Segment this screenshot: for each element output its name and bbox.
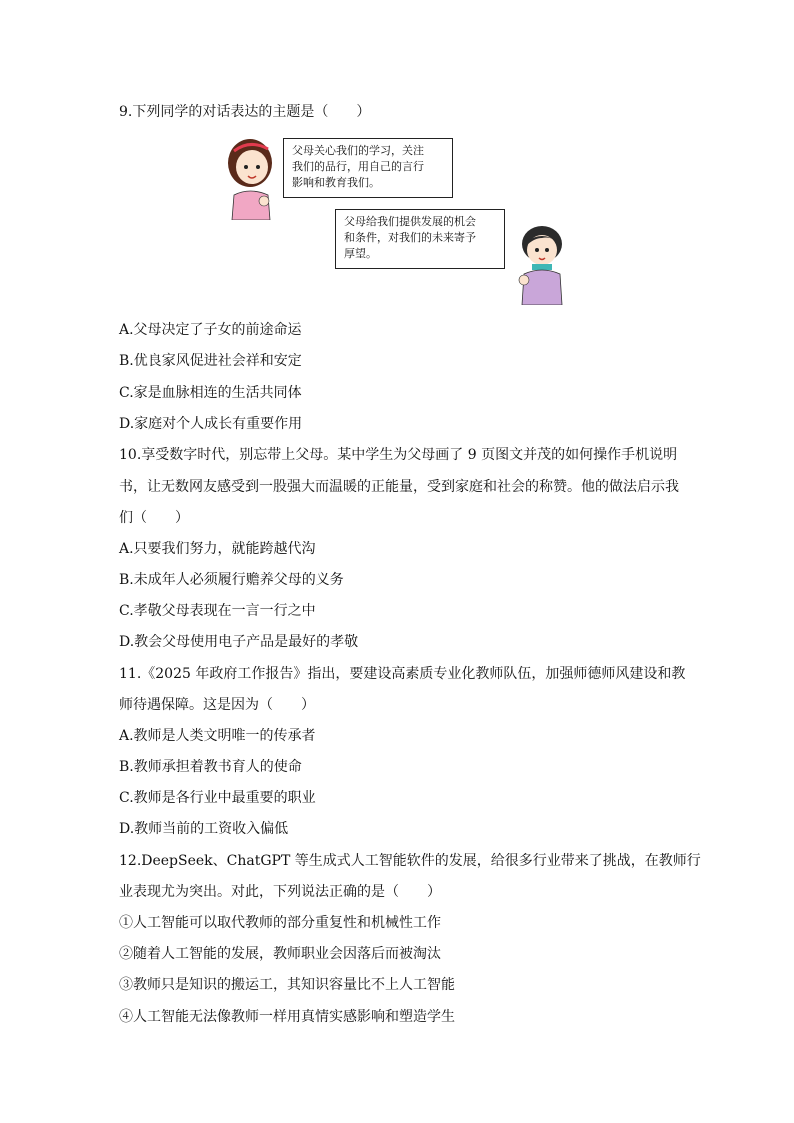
q12-stem-line-2: 业表现尤为突出。对此，下列说法正确的是（ ） (119, 884, 441, 900)
q12-statement-2: ②随着人工智能的发展，教师职业会因落后而被淘汰 (119, 946, 441, 962)
q10-option-d: D.教会父母使用电子产品是最好的孝敬 (119, 634, 359, 650)
girl-speech-bubble (283, 138, 453, 198)
q9-stem: 9.下列同学的对话表达的主题是（ ） (119, 104, 371, 120)
q11-stem-line-2: 师待遇保障。这是因为（ ） (119, 697, 315, 713)
q9-option-c: C.家是血脉相连的生活共同体 (119, 385, 302, 401)
boy-illustration (510, 220, 572, 305)
q11-option-a: A.教师是人类文明唯一的传承者 (119, 728, 316, 744)
q12-statement-1: ①人工智能可以取代教师的部分重复性和机械性工作 (119, 915, 441, 931)
q9-option-a: A.父母决定了子女的前途命运 (119, 322, 302, 338)
girl-speech-line-1: 父母关心我们的学习，关注 (292, 144, 424, 157)
q12-statement-3: ③教师只是知识的搬运工，其知识容量比不上人工智能 (119, 977, 455, 993)
boy-speech-line-1: 父母给我们提供发展的机会 (344, 215, 476, 228)
q10-option-b: B.未成年人必须履行赡养父母的义务 (119, 572, 344, 588)
girl-speech-line-2: 我们的品行，用自己的言行 (292, 160, 424, 173)
q11-stem-line-1: 11.《2025 年政府工作报告》指出，要建设高素质专业化教师队伍，加强师德师风建设和教 (119, 666, 686, 682)
q11-option-d: D.教师当前的工资收入偏低 (119, 821, 289, 837)
q11-option-c: C.教师是各行业中最重要的职业 (119, 790, 316, 806)
q9-option-d: D.家庭对个人成长有重要作用 (119, 416, 303, 432)
q12-stem-line-1: 12.DeepSeek、ChatGPT 等生成式人工智能软件的发展，给很多行业带来了挑战，在教师行 (119, 853, 701, 869)
q9-option-b: B.优良家风促进社会祥和安定 (119, 353, 302, 369)
q10-stem-line-2: 书，让无数网友感受到一股强大而温暖的正能量，受到家庭和社会的称赞。他的做法启示我 (119, 479, 679, 495)
q10-stem-line-1: 10.享受数字时代，别忘带上父母。某中学生为父母画了 9 页图文并茂的如何操作手机说明 (119, 447, 678, 463)
boy-speech-bubble (335, 209, 505, 269)
q12-statement-4: ④人工智能无法像教师一样用真情实感影响和塑造学生 (119, 1009, 455, 1025)
q10-stem-line-3: 们（ ） (119, 510, 189, 526)
boy-speech-line-2: 和条件，对我们的未来寄予 (344, 231, 476, 244)
girl-illustration (220, 135, 282, 220)
q10-option-c: C.孝敬父母表现在一言一行之中 (119, 603, 316, 619)
girl-speech-line-3: 影响和教育我们。 (292, 176, 380, 189)
q11-option-b: B.教师承担着教书育人的使命 (119, 759, 302, 775)
boy-speech-line-3: 厚望。 (344, 247, 377, 260)
q10-option-a: A.只要我们努力，就能跨越代沟 (119, 541, 316, 557)
